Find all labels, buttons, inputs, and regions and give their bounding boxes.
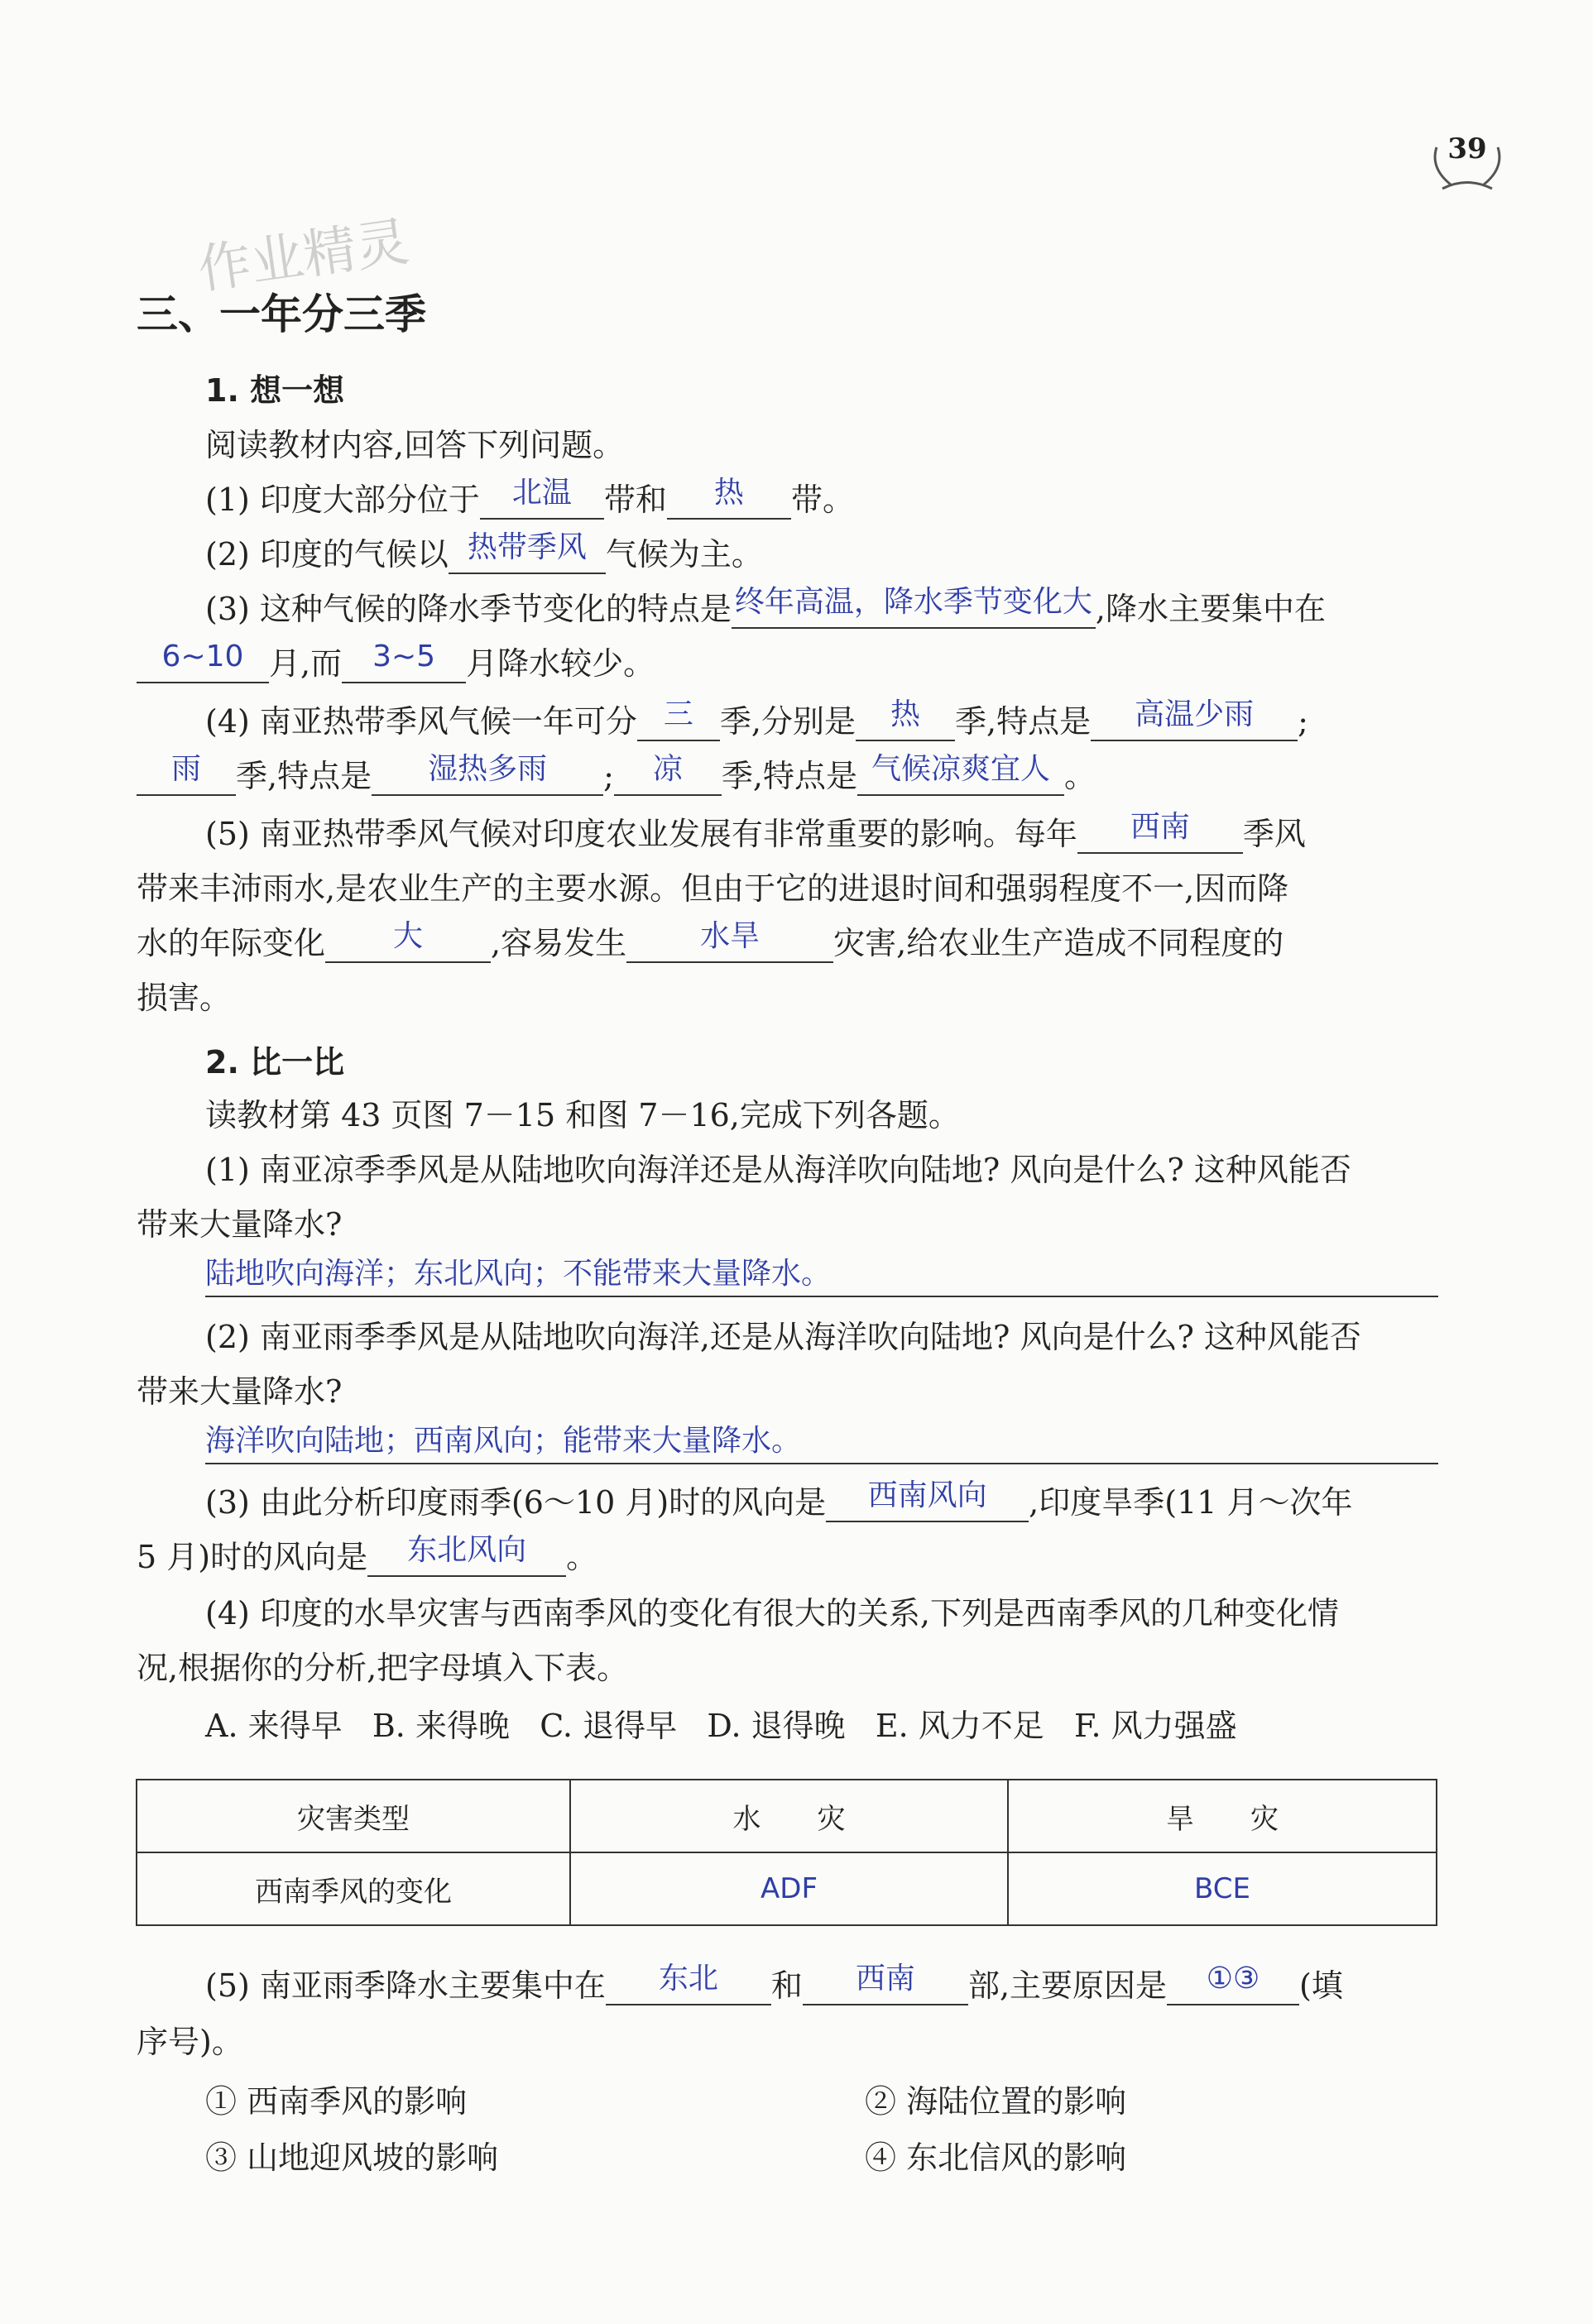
table-answer-cell[interactable]: ADF [570, 1852, 1008, 1925]
answer-blank[interactable]: 终年高温，降水季节变化大 [734, 585, 1092, 619]
p1-q4-line1: (4) 南亚热带季风气候一年可分 三 季,分别是 热 季,特点是 高温少雨 ; [205, 702, 1308, 741]
p2-q5-line2: 序号)。 [137, 2024, 243, 2060]
answer-blank[interactable]: ①③ [1206, 1962, 1260, 1996]
answer-blank[interactable]: 西南风向 [867, 1478, 987, 1512]
p1-q1: (1) 印度大部分位于 北温 带和 热 带。 [205, 480, 854, 520]
choice-1: ① 西南季风的影响 [205, 2083, 468, 2120]
section-title: 三、一年分三季 [137, 290, 426, 338]
part2-heading: 2. 比一比 [205, 1044, 345, 1081]
p1-q5-line3: 水的年际变化 大 ,容易发生 水旱 灾害,给农业生产造成不同程度的 [137, 923, 1284, 963]
answer-blank[interactable]: 大 [393, 919, 424, 953]
p1-q3-line2: 6~10 月,而 3~5 月降水较少。 [137, 644, 655, 683]
p2-q1-line1: (1) 南亚凉季季风是从陆地吹向海洋还是从海洋吹向陆地? 风向是什么? 这种风能否 [205, 1152, 1351, 1188]
answer-blank[interactable]: 水旱 [700, 919, 761, 953]
answer-blank[interactable]: 凉 [652, 752, 683, 786]
table-row [137, 1780, 1437, 1852]
watermark: 作业精灵 [194, 211, 413, 302]
table-cell: 西南季风的变化 [137, 1852, 570, 1925]
p2-q4-options [205, 1706, 1237, 1746]
part2-instruction: 读教材第 43 页图 7－15 和图 7－16,完成下列各题。 [205, 1097, 960, 1133]
answer-blank[interactable]: 热 [713, 476, 744, 510]
part1-heading: 1. 想一想 [205, 372, 345, 409]
answer-blank[interactable]: 3~5 [372, 640, 436, 673]
p1-q3-line1: (3) 这种气候的降水季节变化的特点是 终年高温，降水季节变化大 ,降水主要集中在 [205, 589, 1326, 629]
answer-blank[interactable]: 西南 [855, 1962, 915, 1996]
page-number: 39 [1447, 132, 1487, 165]
option-b: B. 来得晚 [372, 1708, 510, 1744]
answer-blank[interactable]: 东北风向 [407, 1533, 527, 1567]
p1-q4-line2: 雨 季,特点是 湿热多雨 ; 凉 季,特点是 气候凉爽宜人 。 [137, 756, 1096, 796]
disaster-table [136, 1779, 1437, 1926]
p1-q5-line4: 损害。 [137, 980, 232, 1016]
p2-q2-line2: 带来大量降水? [137, 1373, 343, 1410]
table-answer-cell[interactable]: BCE [1008, 1852, 1437, 1925]
p2-q2-line1: (2) 南亚雨季季风是从陆地吹向海洋,还是从海洋吹向陆地? 风向是什么? 这种风能否 [205, 1319, 1361, 1355]
answer-blank[interactable]: 西南 [1130, 810, 1190, 844]
p1-q2: (2) 印度的气候以 热带季风 气候为主。 [205, 534, 763, 574]
option-d: D. 退得晚 [707, 1708, 846, 1744]
answer-line[interactable]: 陆地吹向海洋；东北风向；不能带来大量降水。 [205, 1254, 1438, 1297]
p1-q5-line1: (5) 南亚热带季风气候对印度农业发展有非常重要的影响。每年 西南 季风 [205, 814, 1306, 854]
p1-q5-line2: 带来丰沛雨水,是农业生产的主要水源。但由于它的进退时间和强弱程度不一,因而降 [137, 870, 1289, 907]
table-row [137, 1852, 1437, 1925]
choice-2: ② 海陆位置的影响 [865, 2083, 1127, 2120]
answer-blank[interactable]: 湿热多雨 [428, 752, 548, 786]
answer-blank[interactable]: 热 [890, 697, 921, 731]
option-f: F. 风力强盛 [1074, 1708, 1237, 1744]
option-a: A. 来得早 [205, 1708, 343, 1744]
option-c: C. 退得早 [540, 1708, 678, 1744]
p2-q3-line2: 5 月)时的风向是 东北风向 。 [137, 1537, 597, 1577]
p2-q5-line1: (5) 南亚雨季降水主要集中在 东北 和 西南 部,主要原因是 ①③ (填 [205, 1966, 1343, 2005]
answer-line[interactable]: 海洋吹向陆地；西南风向；能带来大量降水。 [205, 1421, 1438, 1464]
table-header: 灾害类型 [137, 1780, 570, 1852]
p2-q1-line2: 带来大量降水? [137, 1206, 343, 1243]
answer-blank[interactable]: 热带季风 [467, 530, 587, 564]
page-number-badge [1422, 122, 1513, 197]
answer-blank[interactable]: 北温 [511, 476, 572, 510]
answer-blank[interactable]: 东北 [658, 1962, 718, 1996]
option-e: E. 风力不足 [875, 1708, 1044, 1744]
table-header: 水 灾 [570, 1780, 1008, 1852]
p2-q4-line2: 况,根据你的分析,把字母填入下表。 [137, 1650, 629, 1686]
choice-3: ③ 山地迎风坡的影响 [205, 2140, 499, 2176]
answer-blank[interactable]: 气候凉爽宜人 [871, 752, 1050, 786]
p2-q4-line1: (4) 印度的水旱灾害与西南季风的变化有很大的关系,下列是西南季风的几种变化情 [205, 1595, 1339, 1632]
part1-instruction: 阅读教材内容,回答下列问题。 [205, 427, 625, 463]
p2-q3-line1: (3) 由此分析印度雨季(6～10 月)时的风向是 西南风向 ,印度旱季(11 月～次年 [205, 1483, 1353, 1522]
table-header: 旱 灾 [1008, 1780, 1437, 1852]
answer-blank[interactable]: 雨 [170, 752, 201, 786]
answer-blank[interactable]: 三 [663, 697, 693, 731]
answer-blank[interactable]: 6~10 [161, 640, 244, 673]
answer-blank[interactable]: 高温少雨 [1135, 697, 1255, 731]
choice-4: ④ 东北信风的影响 [865, 2140, 1127, 2176]
